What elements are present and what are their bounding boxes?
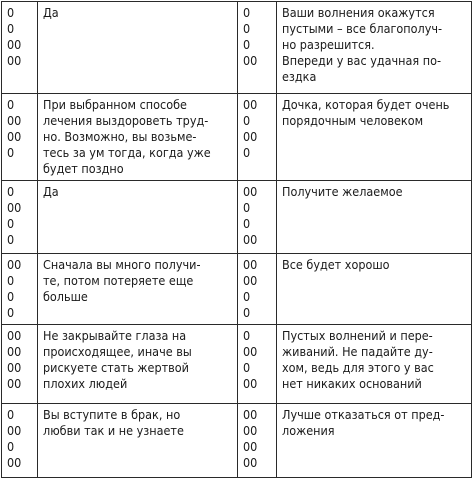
answer-line: тесь за ум тогда, когда уже [43,145,211,160]
code-line: 0 [243,200,251,215]
right-code-cell [238,181,277,254]
oracle-table [1,1,472,478]
right-answer-cell [277,254,472,325]
answer-line: живаний. Не падайте ду- [282,344,433,359]
code-line: 00 [243,273,258,288]
code-line: 0 [243,21,251,36]
answer-line: происходящее, иначе вы [43,344,192,359]
left-answer-cell [38,404,238,478]
code-line: 00 [7,423,22,438]
code-line: 0 [7,216,15,231]
table-row [2,254,472,325]
code-line: 00 [7,344,22,359]
answer-line: больше [43,289,88,304]
answer-line: плохих людей [43,376,128,391]
right-answer-cell [277,325,472,404]
left-answer-cell [38,325,238,404]
answer-line: Да [43,5,59,20]
code-line: 0 [7,407,15,422]
code-line: 00 [243,439,258,454]
right-code-cell [238,94,277,181]
code-line: 00 [7,257,22,272]
left-code-cell [2,404,38,478]
answer-line: Сначала вы много получи- [43,257,201,272]
answer-line: но. Возможно, вы возьме- [43,129,197,144]
right-answer-cell [277,94,472,181]
code-line: 0 [7,289,15,304]
answer-line: Впереди у вас удачная по- [282,53,442,68]
code-line: 00 [243,344,258,359]
answer-line: но разрешится. [282,37,375,52]
code-line: 00 [7,113,22,128]
code-line: 00 [243,407,258,422]
right-code-cell [238,254,277,325]
table-row [2,325,472,404]
code-line: 0 [7,21,15,36]
code-line: 00 [7,455,22,470]
code-line: 00 [7,360,22,375]
answer-line: хом, ведь для этого у вас [282,360,434,375]
right-code-cell [238,404,277,478]
code-line: 00 [243,376,258,391]
answer-line: будет поздно [43,161,124,176]
right-answer-cell [277,2,472,94]
code-line: 00 [243,184,258,199]
table-row [2,2,472,94]
table-row [2,404,472,478]
code-line: 00 [243,97,258,112]
code-line: 00 [7,37,22,52]
answer-line: Да [43,184,59,199]
answer-line: лечения выздороветь труд- [43,113,209,128]
right-code-cell [238,2,277,94]
code-line: 00 [7,129,22,144]
answer-line: Ваши волнения окажутся [282,5,435,20]
answer-line: Все будет хорошо [282,257,390,272]
code-line: 00 [243,257,258,272]
right-answer-cell [277,404,472,478]
left-answer-cell [38,254,238,325]
answer-line: любви так и не узнаете [43,423,184,438]
code-line: 0 [7,439,15,454]
code-line: 0 [243,305,251,320]
answer-line: ложения [282,423,335,438]
code-line: 0 [243,5,251,20]
code-line: 0 [243,360,251,375]
left-code-cell [2,94,38,181]
answer-line: Дочка, которая будет очень [282,97,450,112]
code-line: 0 [243,113,251,128]
answer-line: Получите желаемое [282,184,403,199]
answer-line: порядочным человеком [282,113,424,128]
code-line: 00 [243,129,258,144]
right-code-cell [238,325,277,404]
code-line: 00 [7,328,22,343]
code-line: 0 [7,305,15,320]
code-line: 00 [7,200,22,215]
code-line: 0 [7,97,15,112]
left-answer-cell [38,181,238,254]
right-answer-cell [277,181,472,254]
table-row [2,181,472,254]
answer-line: рискуете стать жертвой [43,360,189,375]
code-line: 0 [7,273,15,288]
left-code-cell [2,181,38,254]
answer-line: Вы вступите в брак, но [43,407,181,422]
left-code-cell [2,325,38,404]
code-line: 0 [7,5,15,20]
answer-line: ездка [282,69,317,84]
answer-line: Лучше отказаться от пред- [282,407,445,422]
left-code-cell [2,2,38,94]
code-line: 00 [7,53,22,68]
code-line: 0 [7,232,15,247]
code-line: 00 [243,232,258,247]
code-line: 0 [243,289,251,304]
answer-line: При выбранном способе [43,97,187,112]
code-line: 0 [243,216,251,231]
code-line: 00 [243,53,258,68]
left-answer-cell [38,94,238,181]
left-code-cell [2,254,38,325]
code-line: 0 [7,184,15,199]
code-line: 0 [243,328,251,343]
answer-line: Пустых волнений и пере- [282,328,433,343]
left-answer-cell [38,2,238,94]
answer-line: нет никаких оснований [282,376,422,391]
code-line: 0 [7,145,15,160]
code-line: 00 [7,376,22,391]
answer-line: пустыми – все благополуч- [282,21,443,36]
answer-line: те, потом потеряете еще [43,273,194,288]
code-line: 00 [243,455,258,470]
table-row [2,94,472,181]
code-line: 0 [243,145,251,160]
code-line: 0 [243,37,251,52]
code-line: 00 [243,423,258,438]
answer-line: Не закрывайте глаза на [43,328,187,343]
